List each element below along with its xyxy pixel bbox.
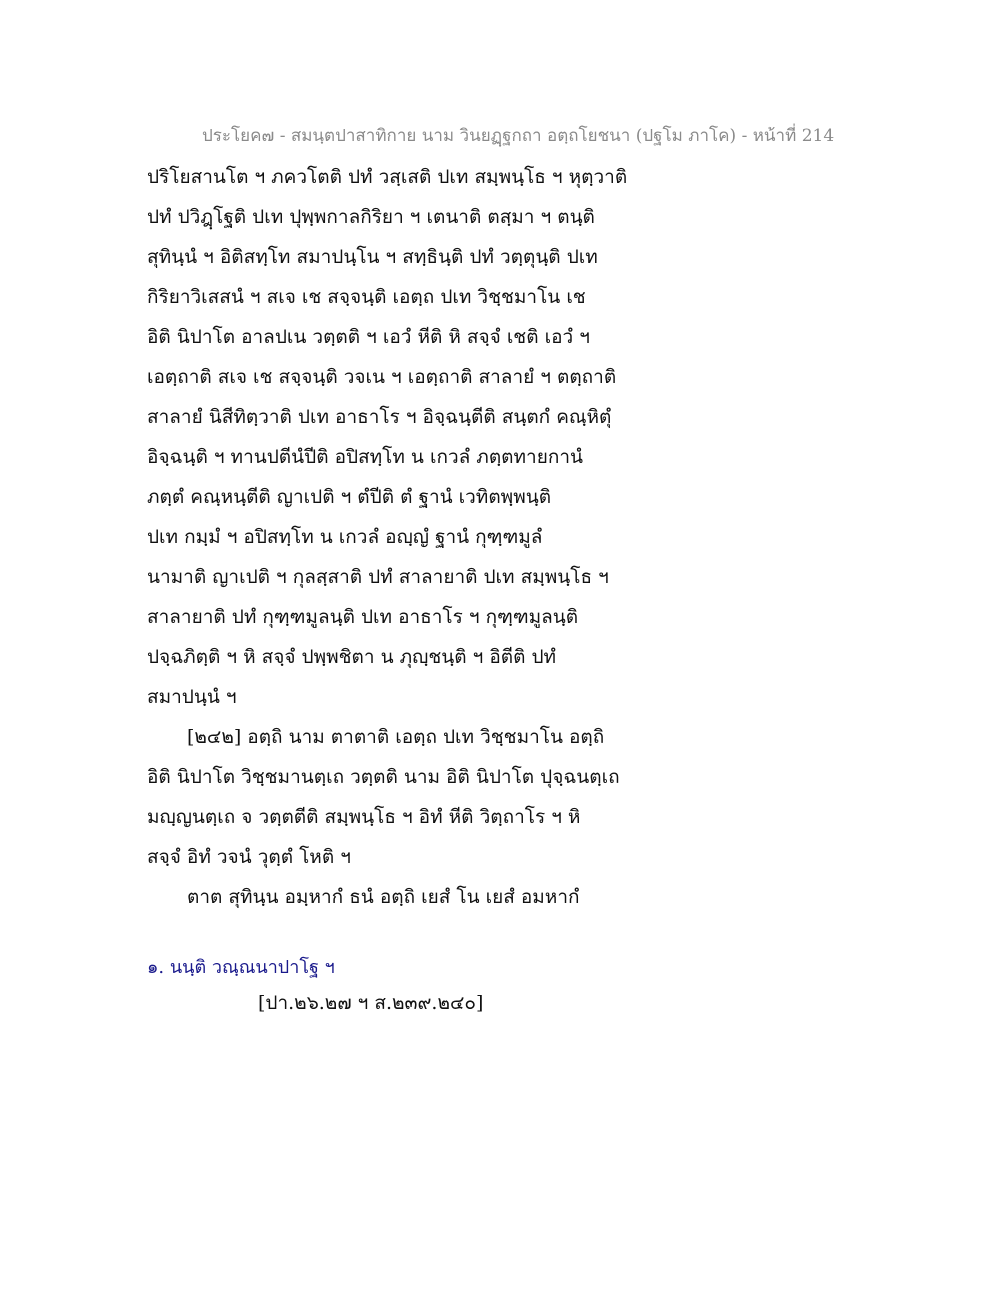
- text-line: อิติ นิปาโต อาลปเน วตฺตติ ฯ เอวํ หีติ หิ สจฺจํ เชติ เอวํ ฯ: [147, 326, 590, 348]
- text-line: นามาติ ญาเปติ ฯ กุลสฺสาติ ปทํ สาลายาติ ปเท สมฺพนฺโธ ฯ: [147, 566, 609, 588]
- page-header: ประโยค๗ - สมนฺตปาสาทิกาย นาม วินยฏฺฐกถา อตฺถโยชนา (ปฐโม ภาโค) - หน้าที่ 214: [202, 126, 835, 146]
- text-line: ปทํ ปวิฎฺโฐติ ปเท ปุพฺพกาลกิริยา ฯ เตนาติ ตสฺมา ฯ ตนฺติ: [147, 206, 595, 228]
- text-line: ปริโยสานโต ฯ ภควโตติ ปทํ วสฺเสติ ปเท สมฺพนฺโธ ฯ หุตฺวาติ: [147, 166, 628, 188]
- text-line: กิริยาวิเสสนํ ฯ สเจ เช สจฺจนฺติ เอตฺถ ปเท วิชฺชมาโน เช: [147, 286, 586, 308]
- text-line: อิติ นิปาโต วิชฺชมานตฺเถ วตฺตติ นาม อิติ นิปาโต ปุจฺฉนตฺเถ: [147, 766, 620, 788]
- text-line: ปจฺฉภิตฺติ ฯ หิ สจฺจํ ปพฺพชิตา น ภุญฺชนฺติ ฯ อิตีติ ปทํ: [147, 646, 557, 668]
- page-reference: [ปา.๒๖.๒๗ ฯ ส.๒๓๙.๒๔๐]: [258, 992, 484, 1014]
- paragraph-start-line: ตาต สุทินฺน อมฺหากํ ธนํ อตฺถิ เยสํ โน เยสํ อมหากํ: [187, 886, 580, 908]
- body-text: [147, 157, 967, 917]
- paragraph-start-line: [๒๔๒] อตฺถิ นาม ตาตาติ เอตฺถ ปเท วิชฺชมาโน อตฺถิ: [187, 726, 605, 748]
- text-line: ภตฺตํ คณฺหนฺตีติ ญาเปติ ฯ ตํปีติ ตํ ฐานํ เวทิตพฺพนฺติ: [147, 486, 552, 508]
- text-line: อิจฺฉนฺติ ฯ ทานปตีนํปีติ อปิสทฺโท น เกวลํ ภตฺตทายกานํ: [147, 446, 583, 468]
- text-line: สจฺจํ อิทํ วจนํ วุตฺตํ โหติ ฯ: [147, 846, 351, 868]
- text-line: ปเท กมฺมํ ฯ อปิสทฺโท น เกวลํ อญฺญํ ฐานํ กุฑฺฑมูลํ: [147, 526, 543, 548]
- text-line: สาลายาติ ปทํ กุฑฺฑมูลนฺติ ปเท อาธาโร ฯ กุฑฺฑมูลนฺติ: [147, 606, 579, 628]
- text-line: สมาปนฺนํ ฯ: [147, 686, 237, 708]
- text-line: สาลายํ นิสีทิตฺวาติ ปเท อาธาโร ฯ อิจฺฉนฺตีติ สนฺตกํ คณฺหิตุํ: [147, 406, 612, 428]
- text-line: สุทินฺนํ ฯ อิติสทฺโท สมาปนฺโน ฯ สทฺธินฺติ ปทํ วตฺตุนฺติ ปเท: [147, 246, 598, 268]
- footnote: ๑. นนฺติ วณฺณนาปาโฐ ฯ: [147, 957, 335, 978]
- text-line: เอตฺถาติ สเจ เช สจฺจนฺติ วจเน ฯ เอตฺถาติ สาลายํ ฯ ตตฺถาติ: [147, 366, 617, 388]
- text-line: มญฺญนตฺเถ จ วตฺตตีติ สมฺพนฺโธ ฯ อิทํ หีติ วิตฺถาโร ฯ หิ: [147, 806, 581, 828]
